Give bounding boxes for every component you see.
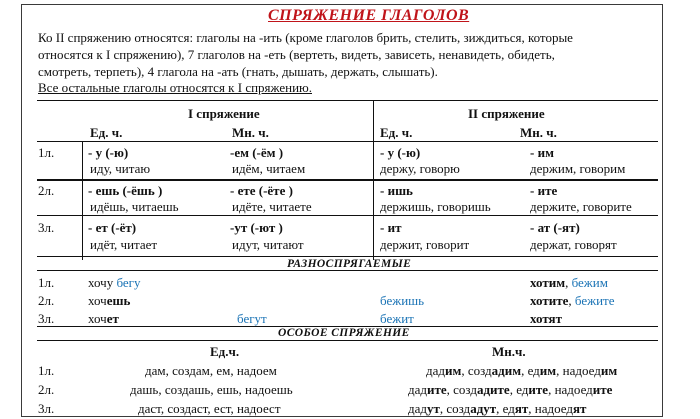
example: идёте, читаете	[232, 199, 312, 214]
example: идёшь, читаешь	[90, 199, 179, 214]
intro-line-1	[38, 30, 573, 45]
person-label: 2л.	[38, 183, 55, 198]
example: держат, говорят	[530, 237, 617, 252]
ending: - у (-ю)	[380, 145, 421, 160]
raznospr-verb: бегут	[237, 311, 267, 326]
person-label: 1л.	[38, 275, 55, 290]
example: иду, читаю	[90, 161, 151, 176]
person-label: 1л.	[38, 145, 55, 160]
person-label: 2л.	[38, 293, 55, 308]
divider	[37, 141, 658, 142]
osoboe-heading: ОСОБОЕ СПРЯЖЕНИЕ	[278, 327, 410, 339]
raznospr-verb: бежишь	[380, 293, 425, 308]
person-label: 3л.	[38, 220, 55, 235]
osoboe-pl-forms: дадут, создадут, едят, надоедят	[408, 401, 587, 416]
osoboe-pl-forms: дадите, создадите, едите, надоедите	[408, 382, 613, 397]
person-label: 3л.	[38, 311, 55, 326]
ending: - ете (-ёте )	[230, 183, 293, 198]
divider	[37, 179, 658, 181]
divider	[37, 340, 658, 341]
raznospr-verb: хочет	[88, 311, 119, 326]
osoboe-sg-header: Ед.ч.	[210, 344, 240, 359]
raznospr-verb: хочу бегу	[88, 275, 141, 290]
ending: - ет (-ёт)	[88, 220, 137, 235]
osoboe-pl-forms: дадим, создадим, едим, надоедим	[426, 363, 618, 378]
raznospr-heading: РАЗНОСПРЯГАЕМЫЕ	[287, 258, 412, 270]
osoboe-sg-forms: дам, создам, ем, надоем	[145, 363, 277, 378]
person-label: 1л.	[38, 363, 55, 378]
ending: - им	[530, 145, 554, 160]
example: держит, говорит	[380, 237, 470, 252]
person-label: 2л.	[38, 382, 55, 397]
osoboe-pl-header: Мн.ч.	[492, 344, 526, 359]
ending: - ите	[530, 183, 558, 198]
raznospr-verb: хочешь	[88, 293, 131, 308]
example: держу, говорю	[380, 161, 460, 176]
ending: -ут (-ют )	[230, 220, 283, 235]
ending: - у (-ю)	[88, 145, 129, 160]
intro-line-4: Все остальные глаголы относятся к I спряжению.	[38, 80, 312, 95]
raznospr-verb: хотим, бежим	[530, 275, 608, 290]
conj1-sg-header: Ед. ч.	[90, 125, 123, 140]
example: идут, читают	[232, 237, 304, 252]
divider	[37, 215, 658, 216]
conj2-pl-header: Мн. ч.	[520, 125, 557, 140]
osoboe-sg-forms: даст, создаст, ест, надоест	[138, 401, 281, 416]
example: идём, читаем	[232, 161, 306, 176]
page-title: СПРЯЖЕНИЕ ГЛАГОЛОВ	[268, 7, 470, 24]
ending: - ит	[380, 220, 402, 235]
example: идёт, читает	[90, 237, 158, 252]
conj2-sg-header: Ед. ч.	[380, 125, 413, 140]
ending: - ешь (-ёшь )	[88, 183, 163, 198]
raznospr-verb: хотят	[530, 311, 562, 326]
example: держите, говорите	[530, 199, 632, 214]
raznospr-verb: хотите, бежите	[530, 293, 615, 308]
ending: -ем (-ём )	[230, 145, 284, 160]
osoboe-sg-forms: дашь, создашь, ешь, надоешь	[130, 382, 293, 397]
conj1-header: I спряжение	[188, 106, 260, 121]
intro-text-1: Ко II спряжению относятся: глаголы на -ить (кроме глаголов брить, стелить, зиждиться, которые	[38, 30, 573, 45]
divider	[37, 100, 658, 101]
intro-line-3: смотреть, терпеть), 4 глагола на -ать (гнать, дышать, держать, слышать).	[38, 64, 438, 79]
example: держим, говорим	[530, 161, 626, 176]
intro-line-2: относятся к I спряжению), 7 глаголов на -еть (вертеть, видеть, зависеть, ненавидеть, обидеть,	[38, 47, 555, 62]
ending: - ат (-ят)	[530, 220, 580, 235]
example: держишь, говоришь	[380, 199, 491, 214]
person-label: 3л.	[38, 401, 55, 416]
ending: - ишь	[380, 183, 413, 198]
conj2-header: II спряжение	[468, 106, 545, 121]
conj1-pl-header: Мн. ч.	[232, 125, 269, 140]
raznospr-verb: бежит	[380, 311, 414, 326]
person-column-divider	[82, 141, 83, 260]
